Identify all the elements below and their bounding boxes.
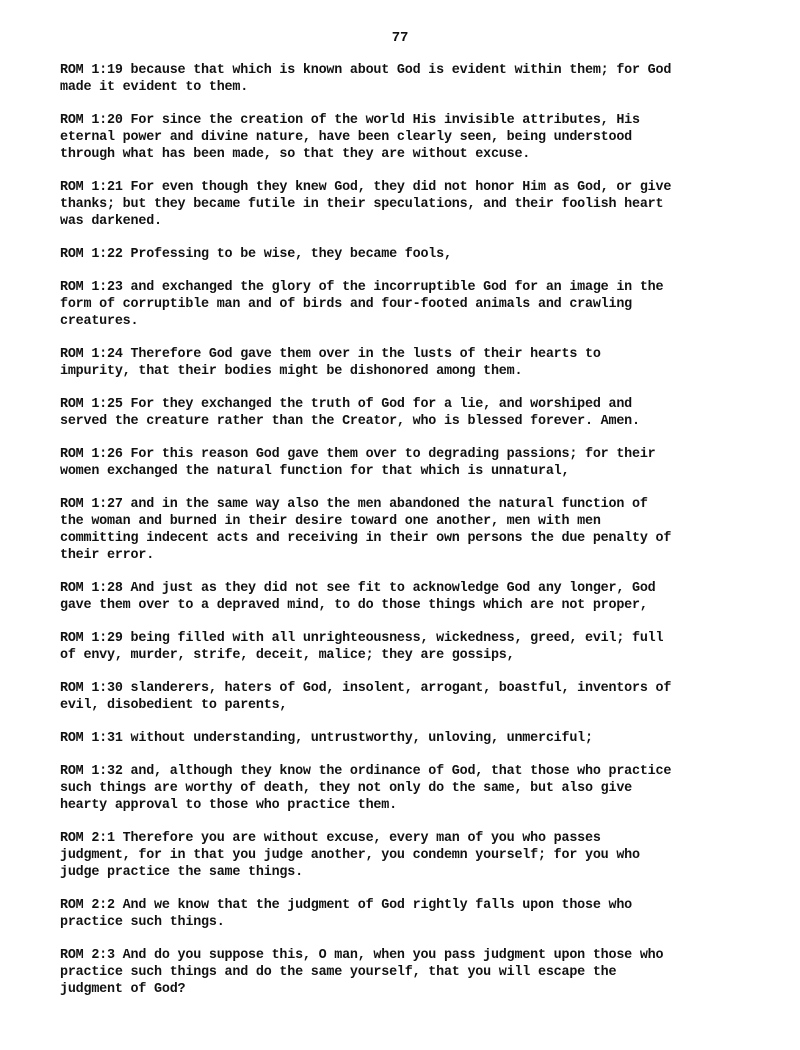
verse-rom-1-30: ROM 1:30 slanderers, haters of God, insolent, arrogant, boastful, inventors of evil, disobedient to parents, — [60, 681, 672, 713]
verse-rom-2-1: ROM 2:1 Therefore you are without excuse, every man of you who passes judgment, for in that you judge another, you condemn yourself; for you who judge practice the same things. — [60, 831, 640, 880]
verse-rom-1-28: ROM 1:28 And just as they did not see fit to acknowledge God any longer, God gave them over to a depraved mind, to do those things which are not proper, — [60, 581, 656, 613]
verse-rom-1-26: ROM 1:26 For this reason God gave them over to degrading passions; for their women exchanged the natural function for that which is unnatural, — [60, 447, 656, 479]
verse-rom-1-22: ROM 1:22 Professing to be wise, they became fools, — [60, 247, 452, 262]
verse-rom-1-20: ROM 1:20 For since the creation of the world His invisible attributes, His eternal power and divine nature, have been clearly seen, being understood through what has been made, so that they are without excuse. — [60, 113, 640, 162]
verse-rom-1-23: ROM 1:23 and exchanged the glory of the incorruptible God for an image in the form of corruptible man and of birds and four-footed animals and crawling creatures. — [60, 280, 664, 329]
verse-rom-2-2: ROM 2:2 And we know that the judgment of God rightly falls upon those who practice such things. — [60, 898, 633, 930]
verse-rom-1-24: ROM 1:24 Therefore God gave them over in the lusts of their hearts to impurity, that their bodies might be dishonored among them. — [60, 347, 601, 379]
verse-rom-1-29: ROM 1:29 being filled with all unrighteousness, wickedness, greed, evil; full of envy, murder, strife, deceit, malice; they are gossips, — [60, 631, 664, 663]
page-number: 77 — [391, 30, 409, 46]
verse-rom-1-32: ROM 1:32 and, although they know the ordinance of God, that those who practice such things are worthy of death, they not only do the same, but also give hearty approval to those who practice them. — [60, 764, 672, 813]
verse-rom-1-31: ROM 1:31 without understanding, untrustworthy, unloving, unmerciful; — [60, 731, 593, 746]
verse-rom-1-21: ROM 1:21 For even though they knew God, they did not honor Him as God, or give thanks; but they became futile in their speculations, and their foolish heart was darkened. — [60, 180, 672, 229]
verse-rom-1-25: ROM 1:25 For they exchanged the truth of God for a lie, and worshiped and served the creature rather than the Creator, who is blessed forever. Amen. — [60, 397, 640, 429]
verse-rom-2-3: ROM 2:3 And do you suppose this, O man, when you pass judgment upon those who practice such things and do the same yourself, that you will escape the judgment of God? — [60, 948, 664, 997]
verse-rom-1-19: ROM 1:19 because that which is known about God is evident within them; for God made it evident to them. — [60, 63, 672, 95]
verse-rom-1-27: ROM 1:27 and in the same way also the men abandoned the natural function of the woman and burned in their desire toward one another, men with men committing indecent acts and receiving in their own persons the due penalty of their error. — [60, 497, 672, 563]
